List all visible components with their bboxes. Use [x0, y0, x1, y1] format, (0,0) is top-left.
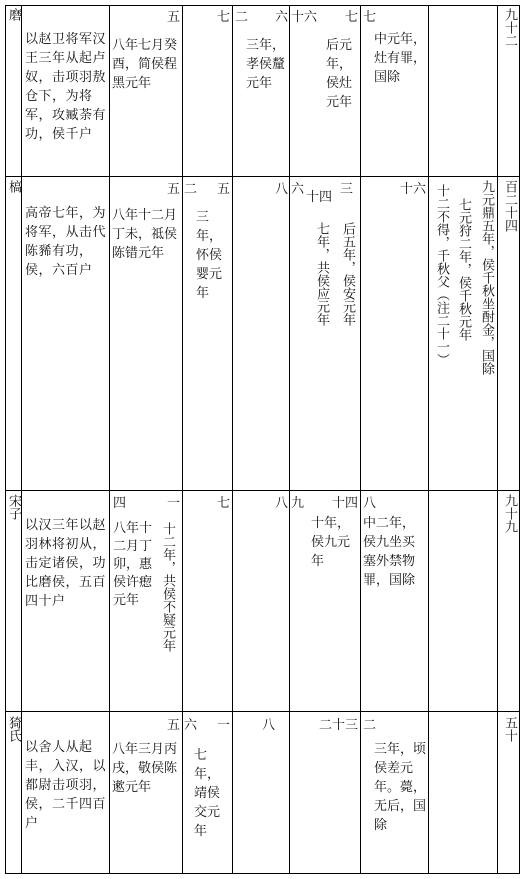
period-number: 五 [166, 182, 180, 197]
row-name: 猗氏 [6, 716, 21, 742]
column-divider [289, 5, 290, 874]
row-name: 槁 [6, 180, 21, 193]
period-number: 二 [184, 182, 198, 197]
period-text: 十二年，共侯不疑元年 [160, 522, 175, 652]
row-name: 磨 [6, 8, 21, 21]
period-number: 四 [113, 496, 127, 511]
period-text: 十年，侯九元年 [311, 516, 351, 569]
column-divider [428, 5, 429, 874]
period-number: 八 [262, 718, 276, 733]
period-number: 九 [291, 496, 305, 511]
period-number: 五 [166, 718, 180, 733]
row-name: 宋子 [6, 494, 21, 520]
period-text: 后五年，侯安元年 [340, 222, 355, 326]
period-text: 三年，怀侯婴元年 [196, 210, 223, 301]
table-border-right [519, 5, 520, 874]
period-text: 中元年，灶有罪，国除 [374, 32, 427, 85]
table-border-bottom [5, 873, 520, 874]
period-text: 八年十二月丁未，祗侯陈错元年 [112, 208, 178, 261]
period-text: 中二年，侯九坐买塞外禁物罪，国除 [363, 516, 416, 588]
period-number: 七 [344, 10, 358, 25]
row-divider [5, 176, 520, 177]
column-divider [21, 5, 22, 874]
row-reason: 以赵卫将军汉王三年从起卢奴，击项羽敖仓下，为将军，攻臧荼有功，侯千户 [25, 32, 107, 142]
period-number: 一 [166, 496, 180, 511]
period-number: 六 [274, 10, 288, 25]
period-number: 二 [235, 10, 249, 25]
period-number: 十六 [399, 182, 426, 197]
period-text: 八年三月丙戌，敬侯陈遬元年 [112, 742, 178, 795]
period-text: 后元年，侯灶元年 [326, 38, 353, 110]
period-number: 十四 [306, 190, 333, 205]
period-number: 五 [216, 182, 230, 197]
row-reason: 以舍人从起丰，入汉，以都尉击项羽，侯，二千四百户 [25, 740, 107, 831]
period-number: 五 [166, 10, 180, 25]
period-number: 七 [216, 496, 230, 511]
period-text: 八年七月癸酉，简侯程黑元年 [112, 38, 178, 91]
period-text: 七年，共侯应元年 [314, 222, 329, 326]
period-number: 六 [291, 182, 305, 197]
period-text: 三年，顷侯差元年。薨，无后，国除 [374, 742, 427, 833]
period-number: 七 [363, 10, 377, 25]
rank-number: 五十 [502, 716, 517, 742]
period-number: 十六 [291, 10, 318, 25]
period-text: 七年，靖侯交元年 [194, 748, 221, 839]
period-text: 七元狩二年，侯千秋元年 [456, 198, 471, 341]
period-text: 十二不得，千秋父（注二十一） [434, 184, 449, 366]
period-number: 三 [340, 182, 354, 197]
period-number: 二十三 [318, 718, 358, 733]
row-divider [5, 490, 520, 491]
row-reason: 高帝七年，为将军，从击代陈豨有功，侯，六百户 [25, 206, 107, 278]
column-divider [232, 5, 233, 874]
period-number: 七 [216, 10, 230, 25]
period-number: 一 [216, 718, 230, 733]
period-number: 二 [363, 718, 377, 733]
rank-number: 百二十四 [502, 180, 517, 232]
period-text: 八年十二月丁卯，惠侯许瘛元年 [113, 521, 153, 608]
rank-number: 九十九 [502, 494, 517, 533]
column-divider [360, 5, 361, 874]
rank-number: 九十二 [502, 8, 517, 47]
column-divider [497, 5, 498, 874]
period-number: 八 [274, 182, 288, 197]
row-reason: 以汉三年以赵羽林将初从，击定诸侯，功比磨侯，五百四十户 [25, 518, 107, 609]
period-number: 六 [184, 718, 198, 733]
row-divider [5, 711, 520, 712]
column-divider [182, 5, 183, 874]
period-number: 八 [274, 496, 288, 511]
table-border-top [5, 5, 520, 6]
period-text: 九元鼎五年，侯千秋坐酎金，国除 [479, 180, 494, 375]
period-number: 八 [363, 496, 377, 511]
column-divider [109, 5, 110, 874]
period-text: 三年，孝侯釐元年 [246, 38, 286, 91]
period-number: 十四 [331, 496, 358, 511]
